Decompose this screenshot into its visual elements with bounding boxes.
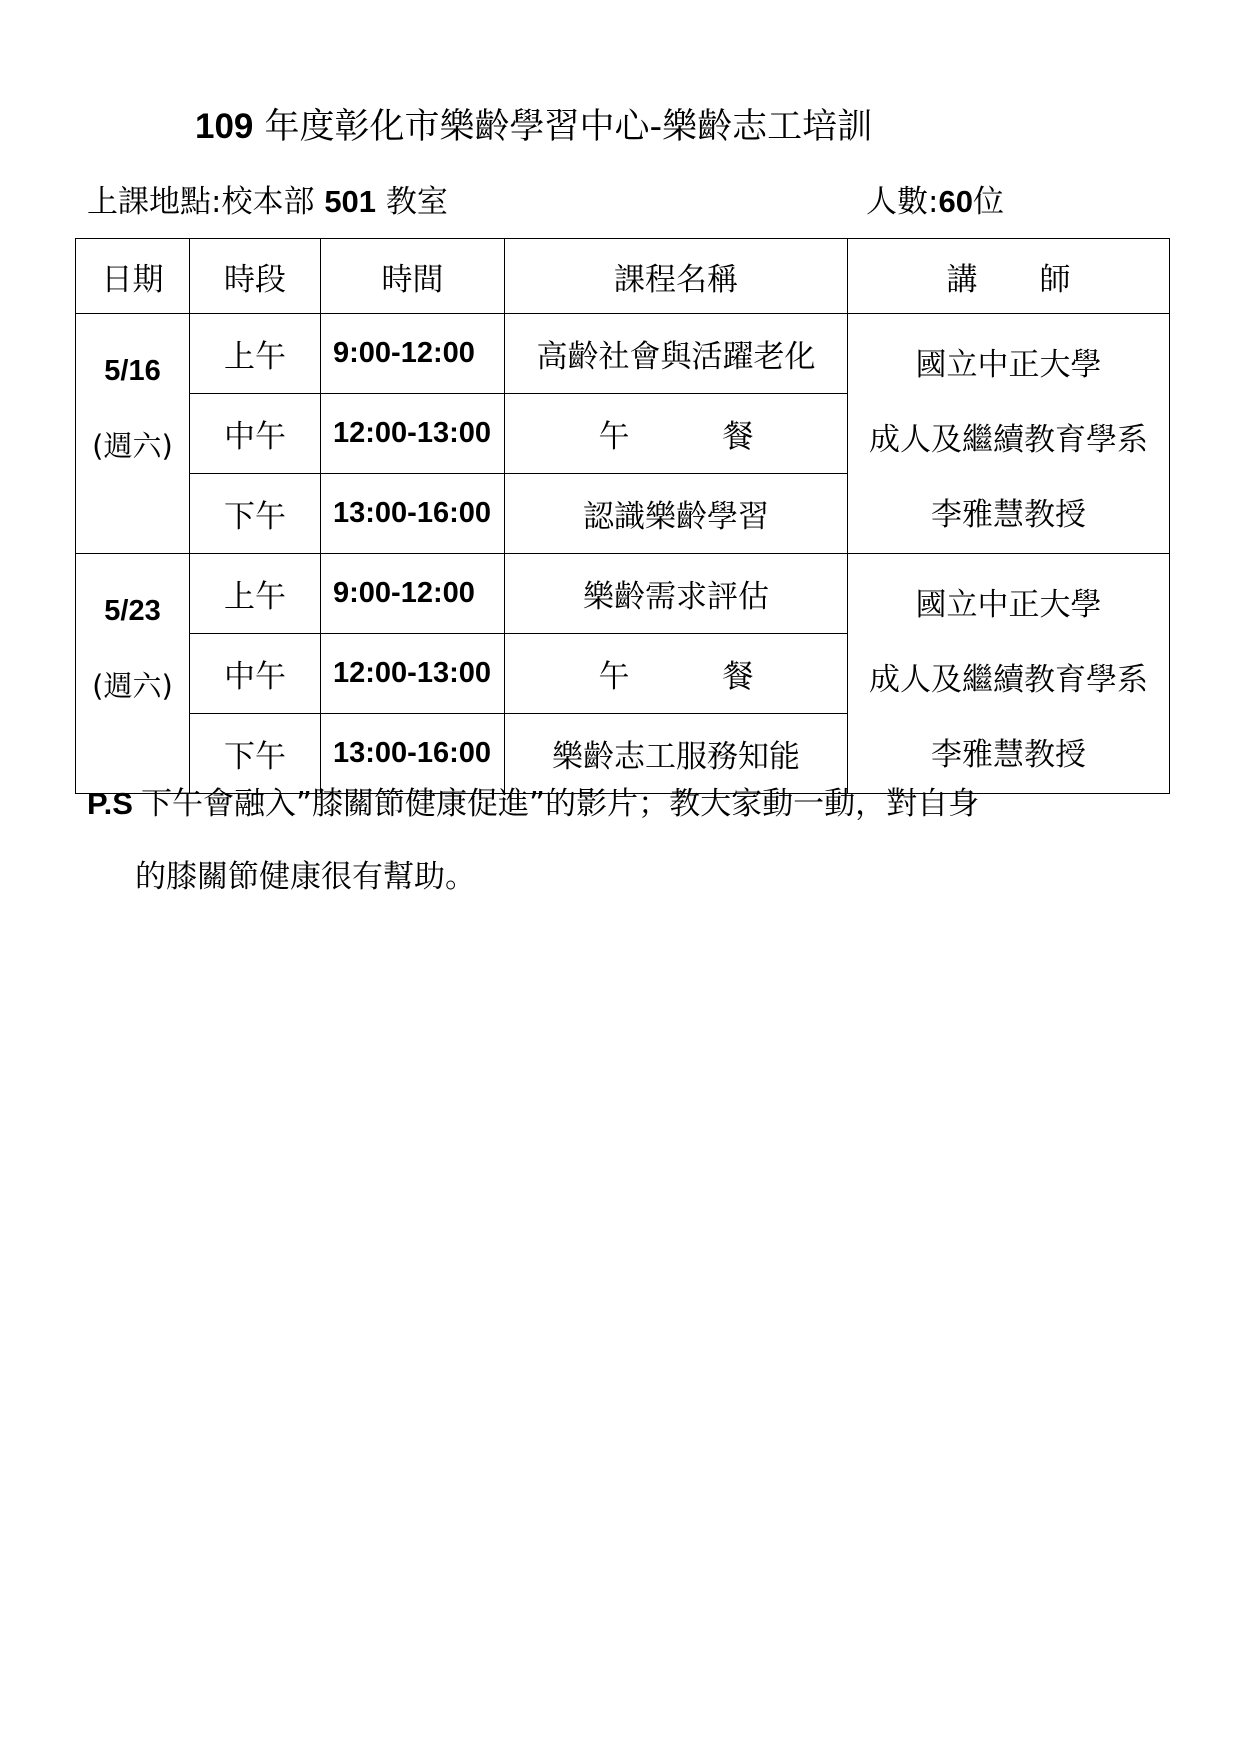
note-line-2 <box>135 855 476 899</box>
note-line-1 <box>87 782 979 826</box>
header-period: 時段 <box>190 239 321 314</box>
period-cell: 中午 <box>190 394 321 474</box>
instructor-name: 李雅慧教授 <box>931 737 1086 773</box>
schedule-table <box>75 238 1170 794</box>
location-value-b: 教室 <box>376 184 448 220</box>
location-label: 上課地點: <box>87 184 222 220</box>
title-text: 年度彰化市樂齡學習中心-樂齡志工培訓 <box>253 107 873 147</box>
date-value: 5/16 <box>104 355 161 387</box>
instructor-university: 國立中正大學 <box>915 347 1102 383</box>
header-time: 時間 <box>321 239 505 314</box>
time-cell: 12:00-13:00 <box>321 634 505 714</box>
capacity-line <box>866 180 1004 224</box>
period-cell: 下午 <box>190 714 321 794</box>
time-cell: 13:00-16:00 <box>321 714 505 794</box>
header-instructor: 講 師 <box>848 239 1170 314</box>
course-cell: 高齡社會與活躍老化 <box>505 314 848 394</box>
instructor-department: 成人及繼續教育學系 <box>869 662 1148 698</box>
table-row <box>76 554 1170 634</box>
date-cell <box>76 314 190 554</box>
time-cell: 9:00-12:00 <box>321 554 505 634</box>
period-cell: 上午 <box>190 554 321 634</box>
table-row <box>76 314 1170 394</box>
page-title <box>195 103 1015 151</box>
note-label: P.S <box>87 786 133 821</box>
period-cell: 上午 <box>190 314 321 394</box>
capacity-label: 人數: <box>866 184 939 220</box>
period-cell: 中午 <box>190 634 321 714</box>
course-cell: 午 餐 <box>505 634 848 714</box>
time-cell: 9:00-12:00 <box>321 314 505 394</box>
course-cell: 認識樂齡學習 <box>505 474 848 554</box>
header-date: 日期 <box>76 239 190 314</box>
instructor-name: 李雅慧教授 <box>931 497 1086 533</box>
course-cell: 午 餐 <box>505 394 848 474</box>
date-cell <box>76 554 190 794</box>
period-cell: 下午 <box>190 474 321 554</box>
time-cell: 13:00-16:00 <box>321 474 505 554</box>
capacity-unit: 位 <box>972 184 1004 220</box>
instructor-cell <box>848 554 1170 794</box>
location-value-a: 校本部 <box>221 184 325 220</box>
instructor-university: 國立中正大學 <box>915 587 1102 623</box>
course-cell: 樂齡志工服務知能 <box>505 714 848 794</box>
time-cell: 12:00-13:00 <box>321 394 505 474</box>
note-text-1: 下午會融入”膝關節健康促進”的影片；教大家動一動，對自身 <box>140 786 980 822</box>
instructor-cell <box>848 314 1170 554</box>
title-year: 109 <box>195 107 254 146</box>
table-header-row <box>76 239 1170 314</box>
header-course: 課程名稱 <box>505 239 848 314</box>
date-value: 5/23 <box>104 595 161 627</box>
weekday-value: (週六) <box>92 429 173 463</box>
location-room-number: 501 <box>324 184 377 219</box>
location-line <box>87 180 448 224</box>
course-cell: 樂齡需求評估 <box>505 554 848 634</box>
note-text-2: 的膝關節健康很有幫助。 <box>135 859 476 895</box>
instructor-department: 成人及繼續教育學系 <box>869 422 1148 458</box>
capacity-number: 60 <box>938 184 973 219</box>
weekday-value: (週六) <box>92 669 173 703</box>
